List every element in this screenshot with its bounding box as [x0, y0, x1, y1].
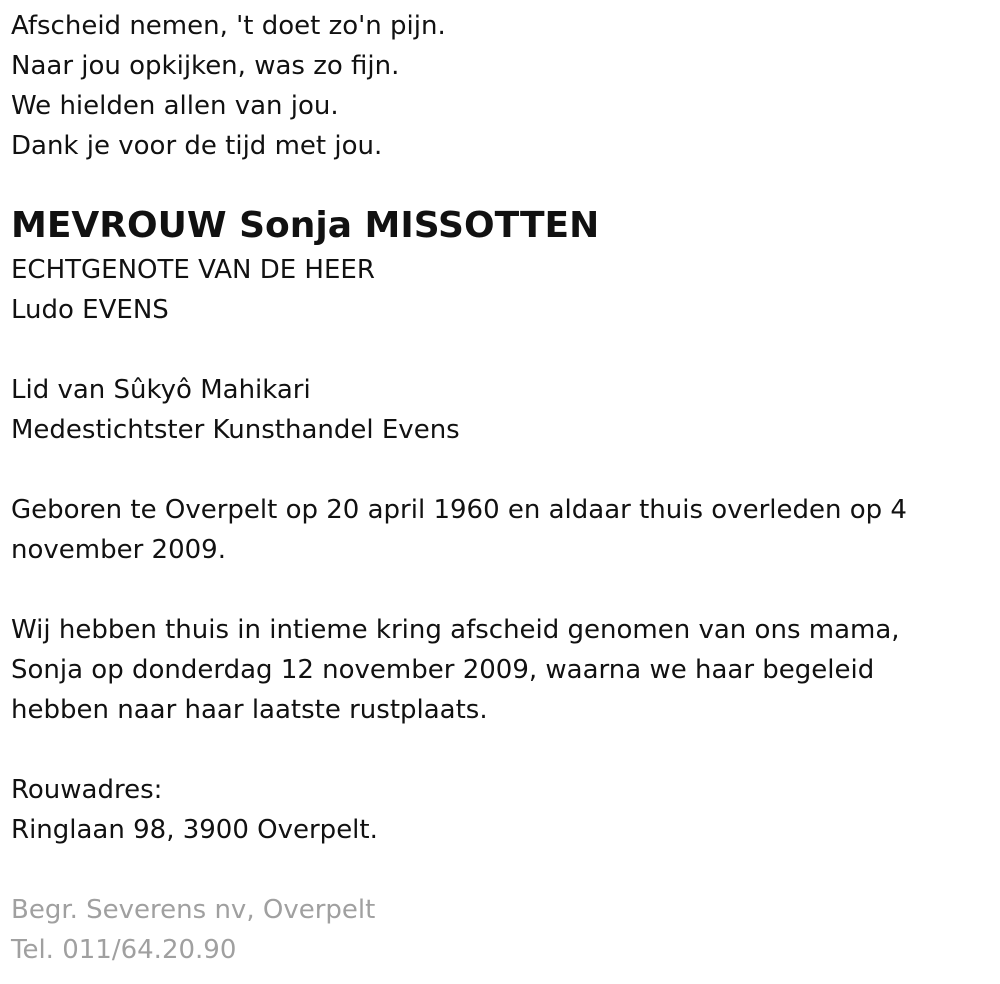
spacer	[11, 330, 986, 370]
undertaker-info	[11, 890, 986, 970]
spacer	[11, 166, 986, 202]
relation-line: ECHTGENOTE VAN DE HEER	[11, 255, 375, 285]
address-label: Rouwadres:	[11, 775, 163, 805]
farewell-line-1: Wij hebben thuis in intieme kring afscheid genomen van ons mama,	[11, 615, 900, 645]
farewell-text	[11, 610, 986, 730]
poem-line-1: Afscheid nemen, 't doet zo'n pijn.	[11, 11, 446, 41]
deceased-name: MEVROUW Sonja MISSOTTEN	[11, 205, 600, 246]
poem	[11, 6, 986, 166]
birth-death-line-2: november 2009.	[11, 535, 226, 565]
undertaker-phone: Tel. 011/64.20.90	[11, 935, 237, 965]
affiliation-line-1: Lid van Sûkyô Mahikari	[11, 375, 311, 405]
farewell-line-3: hebben naar haar laatste rustplaats.	[11, 695, 488, 725]
undertaker-name: Begr. Severens nv, Overpelt	[11, 895, 376, 925]
spacer	[11, 570, 986, 610]
birth-death-line-1: Geboren te Overpelt op 20 april 1960 en aldaar thuis overleden op 4	[11, 495, 907, 525]
farewell-line-2: Sonja op donderdag 12 november 2009, waarna we haar begeleid	[11, 655, 875, 685]
address-value: Ringlaan 98, 3900 Overpelt.	[11, 815, 378, 845]
affiliation-line-2: Medestichtster Kunsthandel Evens	[11, 415, 460, 445]
mourning-address	[11, 770, 986, 850]
poem-line-4: Dank je voor de tijd met jou.	[11, 131, 383, 161]
spouse-name: Ludo EVENS	[11, 295, 169, 325]
poem-line-3: We hielden allen van jou.	[11, 91, 339, 121]
spacer	[11, 850, 986, 890]
birth-death-info	[11, 490, 986, 570]
affiliations	[11, 370, 986, 450]
poem-line-2: Naar jou opkijken, was zo fijn.	[11, 51, 400, 81]
spacer	[11, 730, 986, 770]
deceased-block	[11, 202, 986, 330]
spacer	[11, 450, 986, 490]
obituary-notice	[11, 6, 986, 970]
